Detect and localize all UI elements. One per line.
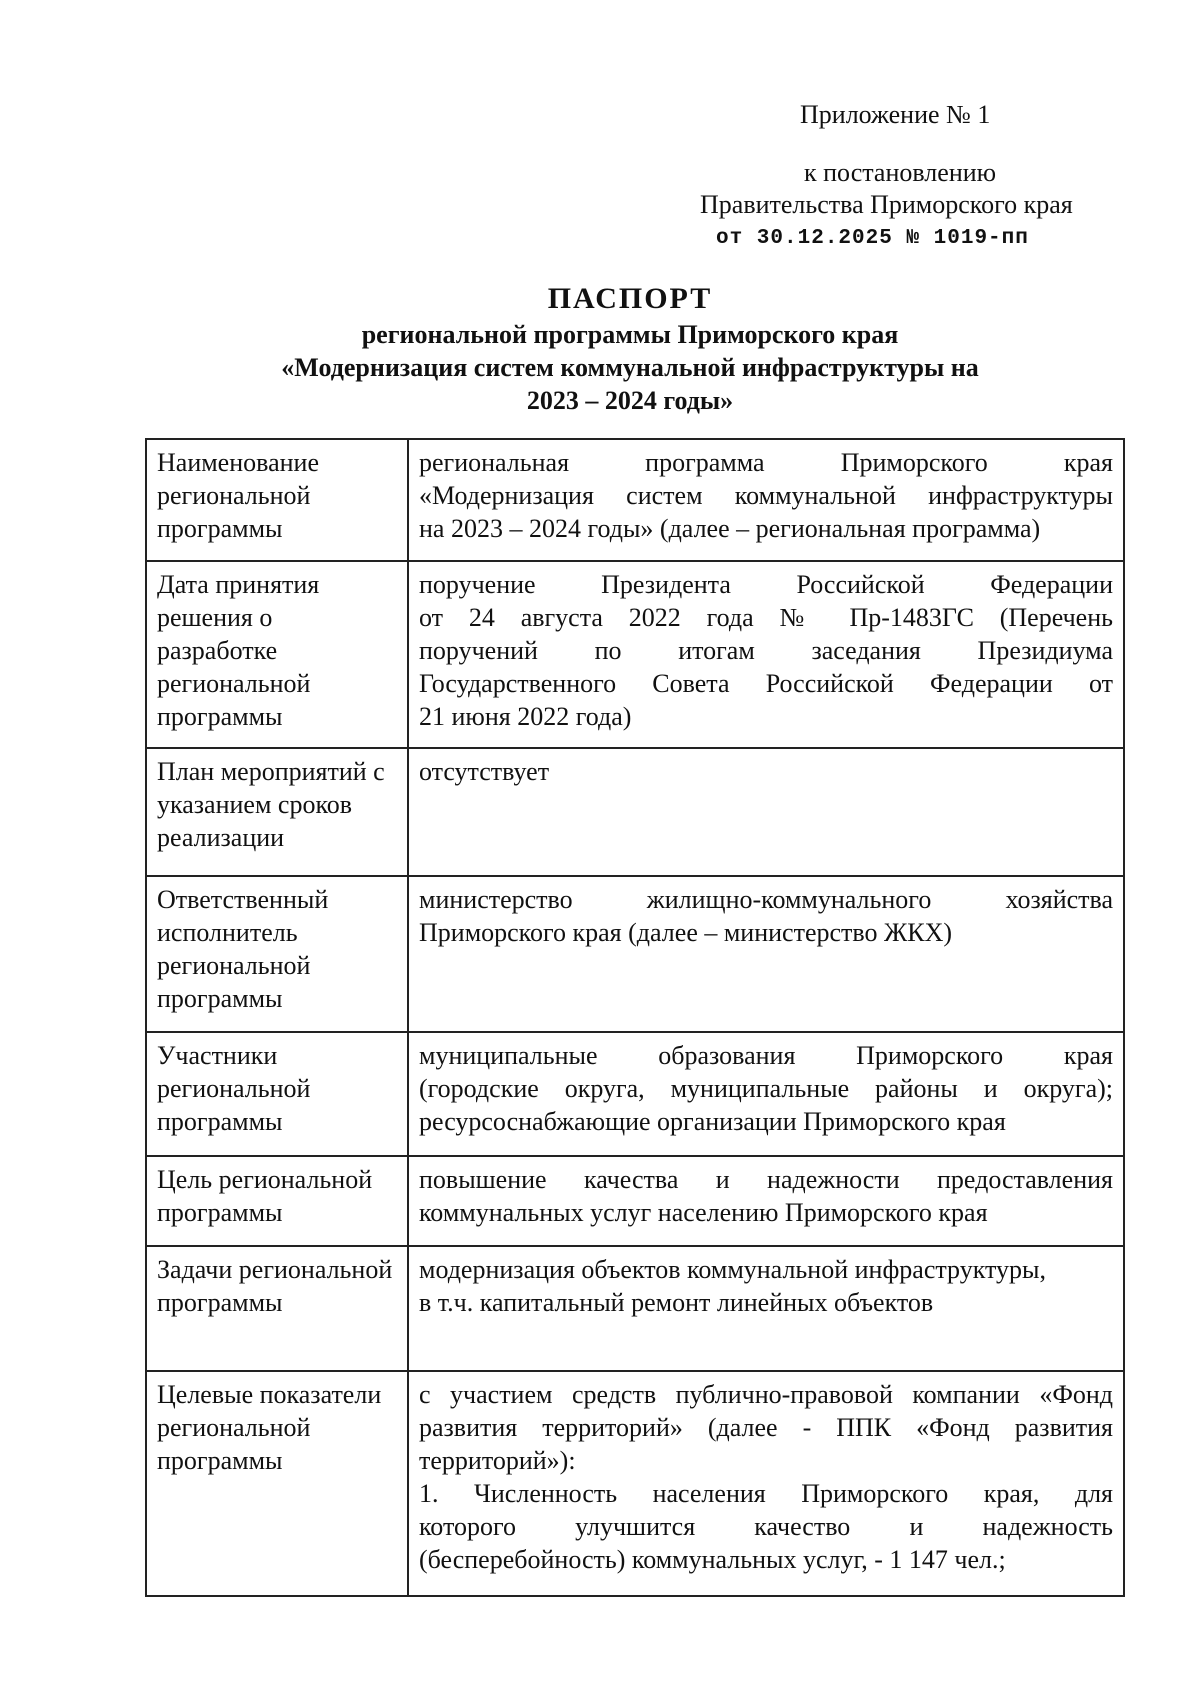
value-line: от 24 августа 2022 года № Пр-1483ГС (Перечень (419, 603, 1113, 632)
row-label: Целевые показатели региональной программы (146, 1371, 408, 1596)
value-line: поручение Президента Российской Федерации (419, 570, 1113, 599)
table-row (146, 876, 1124, 1032)
value-line: «Модернизация систем коммунальной инфраструктуры (419, 481, 1113, 510)
row-label: Ответственный исполнитель региональной программы (146, 876, 408, 1032)
value-line: министерство жилищно-коммунального хозяйства (419, 885, 1113, 914)
value-line: (бесперебойность) коммунальных услуг, - 1 147 чел.; (419, 1545, 1006, 1574)
table-row (146, 439, 1124, 561)
value-line: муниципальные образования Приморского края (419, 1041, 1113, 1070)
government-name: Правительства Приморского края (700, 190, 1073, 219)
table-row (146, 1156, 1124, 1246)
row-label: Задачи региональной программы (146, 1246, 408, 1371)
value-line: модернизация объектов коммунальной инфраструктуры, (419, 1255, 1046, 1284)
row-value (408, 1371, 1124, 1596)
title-passport: ПАСПОРТ (547, 282, 713, 315)
value-line: территорий»): (419, 1446, 576, 1475)
value-line: ресурсоснабжающие организации Приморского края (419, 1107, 1006, 1136)
row-label: Наименование региональной программы (146, 439, 408, 561)
value-line: Государственного Совета Российской Федерации от (419, 669, 1113, 698)
row-value (408, 1032, 1124, 1156)
resolution-reference: к постановлению (804, 158, 997, 187)
table-row (146, 1371, 1124, 1596)
row-label: Цель региональной программы (146, 1156, 408, 1246)
value-line: 1. Численность населения Приморского края, для (419, 1479, 1113, 1508)
row-label: План мероприятий с указанием сроков реализации (146, 748, 408, 876)
value-line: в т.ч. капитальный ремонт линейных объектов (419, 1288, 934, 1317)
date-number-stamp: от 30.12.2025 № 1019-пп (716, 227, 1029, 250)
row-value (408, 1246, 1124, 1371)
row-value (408, 561, 1124, 748)
passport-table (145, 438, 1125, 1597)
value-line: повышение качества и надежности предоставления (419, 1165, 1113, 1194)
table-row (146, 561, 1124, 748)
title-line-1: региональной программы Приморского края (361, 320, 899, 349)
table-row (146, 1246, 1124, 1371)
value-line: которого улучшится качество и надежность (419, 1512, 1113, 1541)
title-line-3: 2023 – 2024 годы» (526, 386, 734, 415)
row-value (408, 1156, 1124, 1246)
row-label: Участники региональной программы (146, 1032, 408, 1156)
value-line: Приморского края (далее – министерство ЖКХ) (419, 918, 953, 947)
value-line: отсутствует (419, 757, 550, 786)
row-value (408, 439, 1124, 561)
value-line: поручений по итогам заседания Президиума (419, 636, 1113, 665)
row-label: Дата принятия решения о разработке региональной программы (146, 561, 408, 748)
value-line: 21 июня 2022 года) (419, 702, 632, 731)
table-row (146, 1032, 1124, 1156)
value-line: коммунальных услуг населению Приморского края (419, 1198, 988, 1227)
title-line-2: «Модернизация систем коммунальной инфраструктуры на (281, 353, 979, 382)
value-line: (городские округа, муниципальные районы и округа); (419, 1074, 1113, 1103)
value-line: региональная программа Приморского края (419, 448, 1113, 477)
value-line: на 2023 – 2024 годы» (далее – региональная программа) (419, 514, 1041, 543)
value-line: развития территорий» (далее - ППК «Фонд развития (419, 1413, 1113, 1442)
attachment-number: Приложение № 1 (800, 100, 991, 129)
value-line: с участием средств публично-правовой компании «Фонд (419, 1380, 1113, 1409)
table-row (146, 748, 1124, 876)
row-value (408, 876, 1124, 1032)
row-value (408, 748, 1124, 876)
document-title (140, 280, 1120, 417)
